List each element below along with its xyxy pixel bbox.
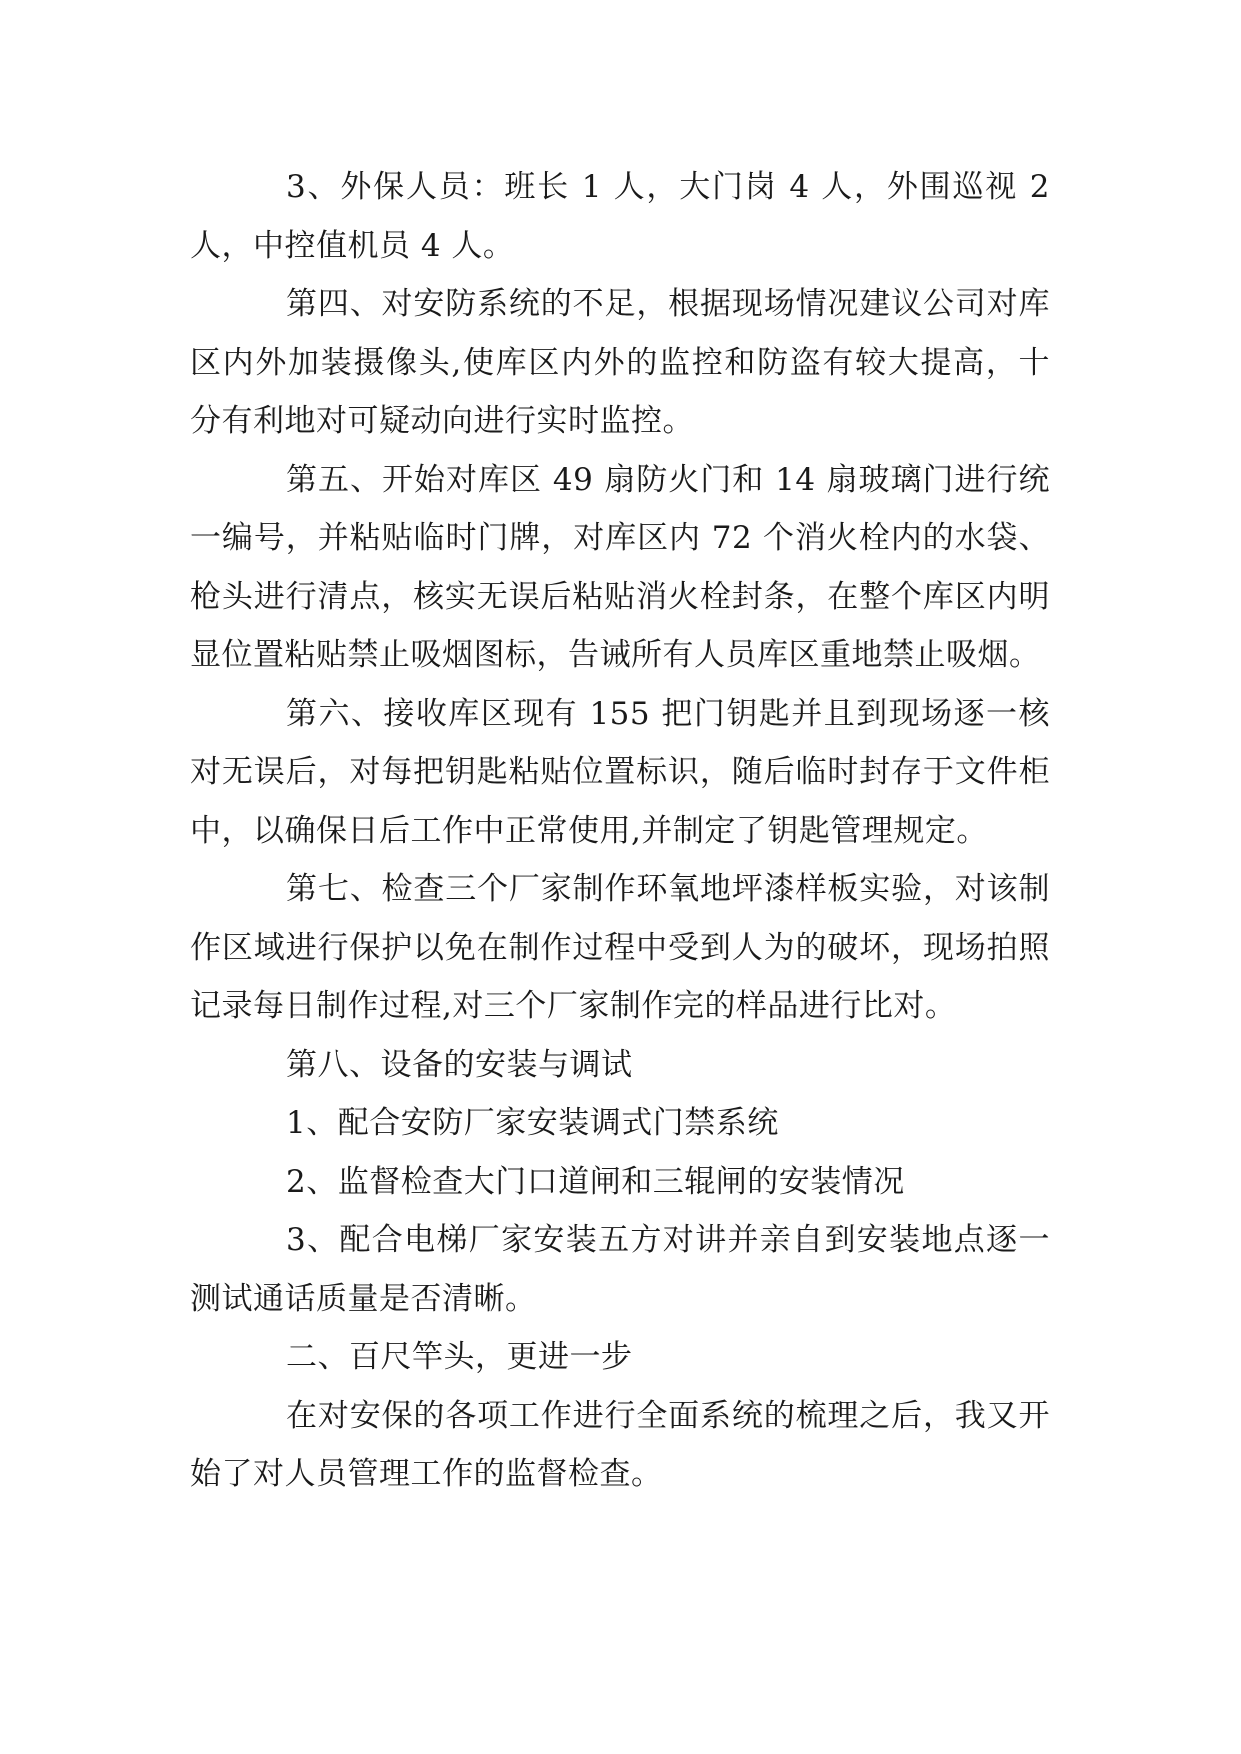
document-body <box>190 158 1050 1504</box>
section-heading-two: 二、百尺竿头，更进一步 <box>286 1339 633 1375</box>
paragraph-section-seven: 第七、检查三个厂家制作环氧地坪漆样板实验，对该制作区域进行保护以免在制作过程中受到人为的破坏，现场拍照记录每日制作过程,对三个厂家制作完的样品进行比对。 <box>190 871 1050 1024</box>
paragraph-section-six: 第六、接收库区现有 155 把门钥匙并且到现场逐一核对无误后，对每把钥匙粘贴位置标识，随后临时封存于文件柜中，以确保日后工作中正常使用,并制定了钥匙管理规定。 <box>190 695 1050 849</box>
paragraph-closing: 在对安保的各项工作进行全面系统的梳理之后，我又开始了对人员管理工作的监督检查。 <box>190 1397 1050 1492</box>
paragraph-guard-staffing: 3、外保人员：班长 1 人，大门岗 4 人，外围巡视 2 人，中控值机员 4 人。 <box>190 169 1050 264</box>
paragraph-section-four: 第四、对安防系统的不足，根据现场情况建议公司对库区内外加装摄像头,使库区内外的监控和防盗有较大提高，十分有利地对可疑动向进行实时监控。 <box>190 286 1050 439</box>
paragraph-item-one: 1、配合安防厂家安装调式门禁系统 <box>286 1105 779 1141</box>
paragraph-item-two: 2、监督检查大门口道闸和三辊闸的安装情况 <box>286 1163 905 1200</box>
paragraph-item-three: 3、配合电梯厂家安装五方对讲并亲自到安装地点逐一测试通话质量是否清晰。 <box>190 1222 1050 1317</box>
paragraph-section-five: 第五、开始对库区 49 扇防火门和 14 扇玻璃门进行统一编号，并粘贴临时门牌，对库区内 72 个消火栓内的水袋、枪头进行清点，核实无误后粘贴消火栓封条，在整个库区内明显位置粘贴禁止吸烟图标，告诫所有人员库区重地禁止吸烟。 <box>190 461 1050 673</box>
paragraph-section-eight-heading: 第八、设备的安装与调试 <box>286 1046 633 1083</box>
